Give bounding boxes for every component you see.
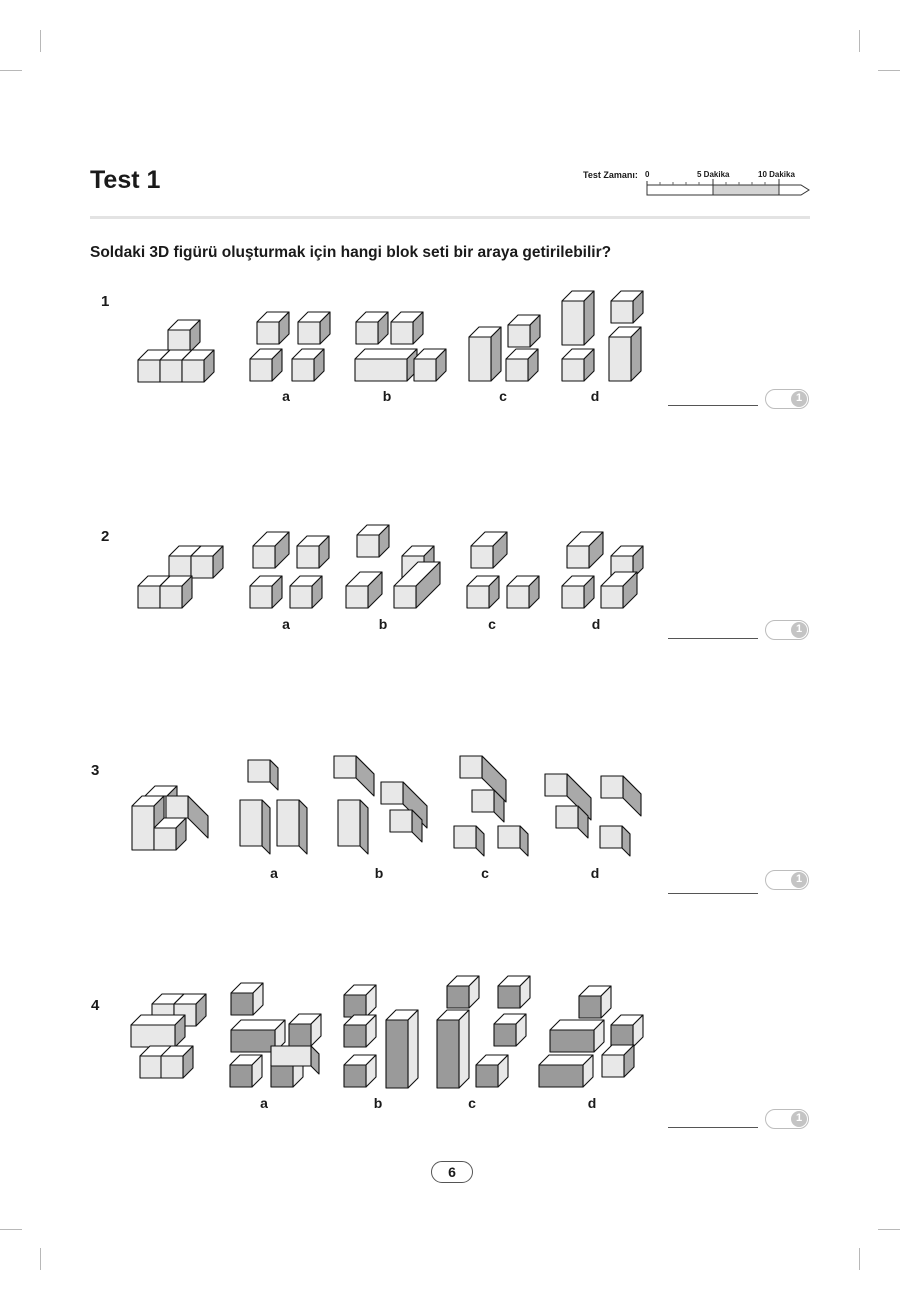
block-side: [262, 800, 270, 854]
score-badge-2: 1: [765, 620, 809, 640]
block-front: [414, 359, 436, 381]
block-side: [408, 1010, 418, 1088]
block-front: [344, 1065, 366, 1087]
question-number-1: 1: [101, 293, 110, 310]
block-top: [355, 349, 417, 359]
block-front: [391, 322, 413, 344]
block-front: [298, 322, 320, 344]
block-front: [253, 546, 275, 568]
block-front: [394, 586, 416, 608]
q1-option-a[interactable]: a: [282, 388, 290, 404]
block-front: [297, 546, 319, 568]
block-side: [623, 776, 641, 816]
q1-option-c[interactable]: c: [499, 388, 507, 404]
block-side: [188, 796, 208, 838]
block-front: [138, 586, 160, 608]
block-side: [622, 826, 630, 856]
block-front: [562, 359, 584, 381]
block-front: [556, 806, 578, 828]
question-number-4: 4: [91, 997, 100, 1014]
block-front: [602, 1055, 624, 1077]
block-front: [539, 1065, 583, 1087]
block-side: [631, 327, 641, 381]
block-front: [355, 359, 407, 381]
block-front: [471, 546, 493, 568]
block-front: [447, 986, 469, 1008]
q4-option-a[interactable]: a: [260, 1095, 268, 1111]
q1-option-d[interactable]: d: [590, 388, 600, 404]
block-front: [600, 826, 622, 848]
timer-tick-0: 0: [645, 170, 650, 179]
block-front: [292, 359, 314, 381]
instruction-text: Soldaki 3D figürü oluşturmak için hangi blok seti bir araya getirilebilir?: [90, 244, 612, 261]
q2-option-a[interactable]: a: [282, 616, 290, 632]
block-front: [611, 1025, 633, 1047]
block-front: [344, 1025, 366, 1047]
page-title: Test 1: [90, 166, 161, 194]
block-front: [381, 782, 403, 804]
block-front: [344, 995, 366, 1017]
block-side: [476, 826, 484, 856]
q4-option-c[interactable]: c: [468, 1095, 476, 1111]
block-front: [334, 756, 356, 778]
block-front: [131, 1025, 175, 1047]
block-front: [472, 790, 494, 812]
q2-option-b[interactable]: b: [378, 616, 388, 632]
block-front: [609, 337, 631, 381]
block-front: [507, 586, 529, 608]
block-front: [271, 1046, 311, 1066]
block-front: [386, 1020, 408, 1088]
block-front: [498, 826, 520, 848]
block-front: [240, 800, 262, 846]
block-front: [290, 586, 312, 608]
block-front: [562, 586, 584, 608]
block-front: [277, 800, 299, 846]
block-front: [469, 337, 491, 381]
q3-option-a[interactable]: a: [270, 865, 278, 881]
block-front: [508, 325, 530, 347]
block-front: [545, 774, 567, 796]
score-badge-3: 1: [765, 870, 809, 890]
block-front: [506, 359, 528, 381]
timer-label: Test Zamanı:: [583, 170, 638, 180]
block-front: [154, 828, 176, 850]
timer-tick-5: 5 Dakika: [697, 170, 730, 179]
block-front: [460, 756, 482, 778]
block-front: [250, 359, 272, 381]
q1-option-b[interactable]: b: [382, 388, 392, 404]
block-front: [562, 301, 584, 345]
block-side: [311, 1046, 319, 1074]
block-front: [257, 322, 279, 344]
block-front: [454, 826, 476, 848]
question-number-3: 3: [91, 762, 100, 779]
q4-option-b[interactable]: b: [373, 1095, 383, 1111]
block-front: [289, 1024, 311, 1046]
block-front: [160, 586, 182, 608]
q2-option-d[interactable]: d: [591, 616, 601, 632]
q3-option-c[interactable]: c: [481, 865, 489, 881]
block-side: [584, 291, 594, 345]
block-front: [357, 535, 379, 557]
q4-option-d[interactable]: d: [587, 1095, 597, 1111]
block-front: [230, 1065, 252, 1087]
block-front: [161, 1056, 183, 1078]
score-badge-4: 1: [765, 1109, 809, 1129]
block-front: [160, 360, 182, 382]
block-front: [250, 586, 272, 608]
block-front: [182, 360, 204, 382]
block-front: [579, 996, 601, 1018]
block-front: [567, 546, 589, 568]
block-front: [494, 1024, 516, 1046]
block-front: [611, 301, 633, 323]
block-front: [138, 360, 160, 382]
block-front: [132, 806, 154, 850]
q2-option-c[interactable]: c: [488, 616, 496, 632]
block-front: [231, 1030, 275, 1052]
block-front: [550, 1030, 594, 1052]
block-front: [356, 322, 378, 344]
block-front: [191, 556, 213, 578]
block-front: [248, 760, 270, 782]
block-front: [390, 810, 412, 832]
score-badge-1: 1: [765, 389, 809, 409]
page-number: 6: [431, 1161, 473, 1183]
q3-option-d[interactable]: d: [590, 865, 600, 881]
block-front: [601, 776, 623, 798]
block-side: [520, 826, 528, 856]
block-front: [476, 1065, 498, 1087]
block-side: [459, 1010, 469, 1088]
block-front: [338, 800, 360, 846]
block-side: [360, 800, 368, 854]
block-side: [299, 800, 307, 854]
timer-tick-10: 10 Dakika: [758, 170, 795, 179]
block-front: [437, 1020, 459, 1088]
block-front: [467, 586, 489, 608]
block-front: [231, 993, 253, 1015]
block-front: [498, 986, 520, 1008]
block-front: [601, 586, 623, 608]
block-front: [271, 1065, 293, 1087]
question-number-2: 2: [101, 528, 110, 545]
block-side: [356, 756, 374, 796]
block-front: [168, 330, 190, 352]
block-side: [270, 760, 278, 790]
q3-option-b[interactable]: b: [374, 865, 384, 881]
block-front: [346, 586, 368, 608]
block-side: [491, 327, 501, 381]
block-front: [169, 556, 191, 578]
block-front: [140, 1056, 162, 1078]
block-front: [166, 796, 188, 818]
